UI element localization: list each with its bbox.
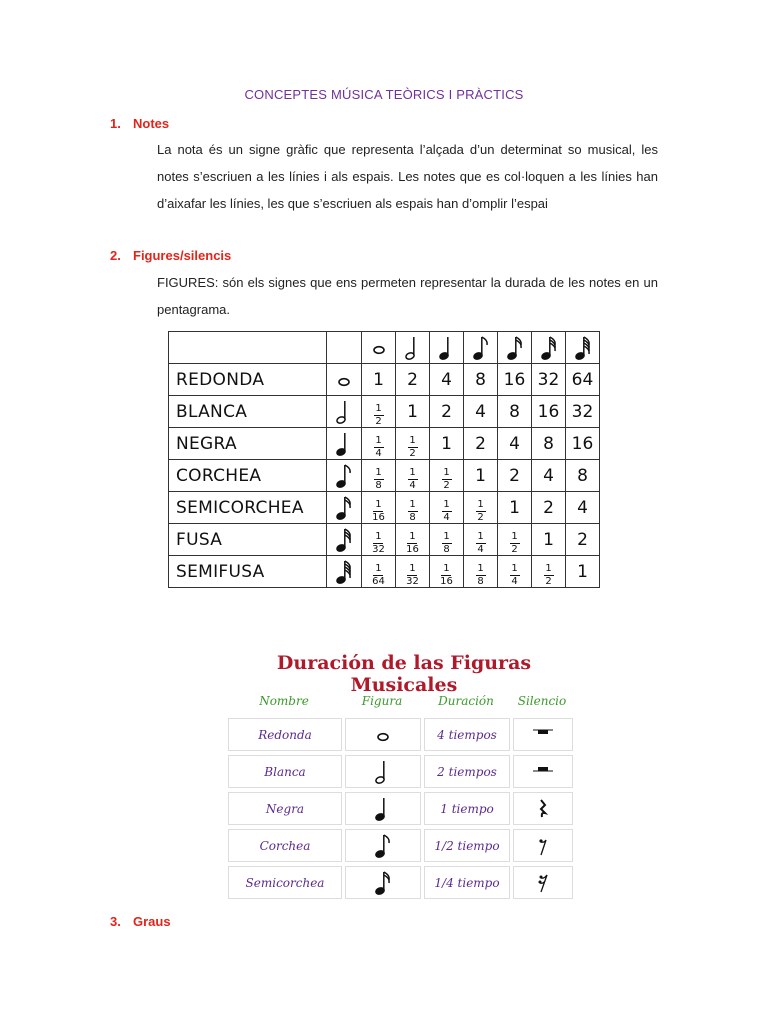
- table-row: [228, 829, 573, 862]
- fraction-cell: [396, 492, 430, 524]
- fraction: [374, 436, 384, 459]
- section-number: 2.: [110, 248, 121, 263]
- value-cell: 8: [532, 428, 566, 460]
- table-row: [169, 460, 600, 492]
- denominator: 2: [545, 576, 552, 587]
- denominator: 32: [372, 544, 385, 555]
- duration-value: 1 tiempo: [424, 792, 510, 825]
- denominator: 16: [440, 576, 453, 587]
- fraction-cell: [396, 524, 430, 556]
- fraction-cell: [532, 556, 566, 588]
- quarter-note-icon: [327, 428, 362, 460]
- figure-name: Semicorchea: [228, 866, 342, 899]
- fraction-cell: [464, 556, 498, 588]
- quarter-rest-icon: [513, 792, 573, 825]
- denominator: 2: [375, 416, 382, 427]
- value-cell: 16: [566, 428, 600, 460]
- table-row: [228, 866, 573, 899]
- value-cell: 1: [362, 364, 396, 396]
- sixteenth-note-icon: [327, 492, 362, 524]
- numerator: 1: [375, 435, 382, 446]
- numerator: 1: [375, 531, 382, 542]
- eighth-rest-icon: [513, 829, 573, 862]
- fraction-cell: [362, 460, 396, 492]
- table-row: [228, 792, 573, 825]
- duration-header-duration: Duración: [438, 694, 494, 708]
- fraction: [510, 564, 520, 587]
- duration-header-name: Nombre: [259, 694, 309, 708]
- value-cell: 8: [498, 396, 532, 428]
- denominator: 4: [375, 448, 382, 459]
- fraction: [510, 532, 520, 555]
- denominator: 64: [372, 576, 385, 587]
- figure-name: Redonda: [228, 718, 342, 751]
- figures-values-table: [168, 331, 600, 588]
- numerator: 1: [375, 563, 382, 574]
- fraction-cell: [430, 556, 464, 588]
- fraction: [406, 532, 419, 555]
- numerator: 1: [443, 467, 450, 478]
- fraction-cell: [362, 428, 396, 460]
- numerator: 1: [545, 563, 552, 574]
- sixteenth-note-icon: [498, 332, 532, 364]
- fraction-cell: [396, 556, 430, 588]
- value-cell: 1: [464, 460, 498, 492]
- value-cell: 1: [498, 492, 532, 524]
- table-row: [169, 492, 600, 524]
- value-cell: 4: [430, 364, 464, 396]
- table-row: [228, 718, 573, 751]
- numerator: 1: [409, 563, 416, 574]
- value-cell: 4: [532, 460, 566, 492]
- numerator: 1: [443, 531, 450, 542]
- whole-note-icon: [345, 718, 421, 751]
- numerator: 1: [511, 531, 518, 542]
- fraction: [408, 436, 418, 459]
- duration-table-title: Duración de las Figuras Musicales: [276, 652, 532, 696]
- value-cell: 1: [430, 428, 464, 460]
- fraction-cell: [464, 492, 498, 524]
- figure-name: SEMIFUSA: [169, 556, 327, 588]
- fraction: [442, 468, 452, 491]
- fraction-cell: [464, 524, 498, 556]
- fraction: [374, 468, 384, 491]
- numerator: 1: [409, 467, 416, 478]
- denominator: 16: [406, 544, 419, 555]
- numerator: 1: [375, 499, 382, 510]
- value-cell: 2: [396, 364, 430, 396]
- numerator: 1: [409, 531, 416, 542]
- section-heading-label: Figures/silencis: [133, 248, 232, 263]
- numerator: 1: [477, 531, 484, 542]
- value-cell: 2: [464, 428, 498, 460]
- figure-name: Corchea: [228, 829, 342, 862]
- duration-value: 1/2 tiempo: [424, 829, 510, 862]
- half-rest-icon: [513, 755, 573, 788]
- sixty-fourth-note-icon: [327, 556, 362, 588]
- denominator: 8: [375, 480, 382, 491]
- figures-table-header-row: [169, 332, 600, 364]
- denominator: 4: [409, 480, 416, 491]
- fraction-cell: [362, 396, 396, 428]
- sixty-fourth-note-icon: [566, 332, 600, 364]
- denominator: 2: [477, 512, 484, 523]
- fraction: [372, 500, 385, 523]
- eighth-note-icon: [345, 829, 421, 862]
- fraction-cell: [430, 492, 464, 524]
- sixteenth-note-icon: [345, 866, 421, 899]
- denominator: 4: [477, 544, 484, 555]
- table-row: [169, 428, 600, 460]
- duration-header-rest: Silencio: [517, 694, 567, 708]
- value-cell: 2: [532, 492, 566, 524]
- eighth-note-icon: [464, 332, 498, 364]
- figure-name: Blanca: [228, 755, 342, 788]
- denominator: 32: [406, 576, 419, 587]
- value-cell: 32: [566, 396, 600, 428]
- figure-name: FUSA: [169, 524, 327, 556]
- duration-value: 2 tiempos: [424, 755, 510, 788]
- thirty-second-note-icon: [327, 524, 362, 556]
- fraction: [442, 532, 452, 555]
- numerator: 1: [375, 467, 382, 478]
- fraction: [406, 564, 419, 587]
- value-cell: 1: [566, 556, 600, 588]
- duration-value: 1/4 tiempo: [424, 866, 510, 899]
- quarter-note-icon: [430, 332, 464, 364]
- figure-name: SEMICORCHEA: [169, 492, 327, 524]
- numerator: 1: [409, 435, 416, 446]
- half-note-icon: [327, 396, 362, 428]
- denominator: 2: [511, 544, 518, 555]
- fraction: [476, 500, 486, 523]
- denominator: 4: [511, 576, 518, 587]
- value-cell: 2: [566, 524, 600, 556]
- figure-name: Negra: [228, 792, 342, 825]
- fraction-cell: [362, 492, 396, 524]
- value-cell: 1: [396, 396, 430, 428]
- denominator: 8: [477, 576, 484, 587]
- numerator: 1: [477, 563, 484, 574]
- fraction: [476, 532, 486, 555]
- value-cell: 64: [566, 364, 600, 396]
- section-number: 3.: [110, 914, 121, 929]
- table-row: [228, 755, 573, 788]
- figure-name: CORCHEA: [169, 460, 327, 492]
- fraction: [374, 404, 384, 427]
- section-heading-label: Graus: [133, 914, 171, 929]
- figure-name: NEGRA: [169, 428, 327, 460]
- value-cell: 16: [498, 364, 532, 396]
- empty-header-cell: [327, 332, 362, 364]
- fraction-cell: [498, 524, 532, 556]
- value-cell: 4: [464, 396, 498, 428]
- value-cell: 2: [430, 396, 464, 428]
- denominator: 2: [443, 480, 450, 491]
- numerator: 1: [511, 563, 518, 574]
- whole-note-icon: [362, 332, 396, 364]
- fraction-cell: [362, 524, 396, 556]
- fraction-cell: [430, 460, 464, 492]
- numerator: 1: [477, 499, 484, 510]
- denominator: 4: [443, 512, 450, 523]
- half-note-icon: [396, 332, 430, 364]
- whole-rest-icon: [513, 718, 573, 751]
- sixteenth-rest-icon: [513, 866, 573, 899]
- fraction: [442, 500, 452, 523]
- notes-paragraph: La nota és un signe gràfic que representa l’alçada d’un determinat so musical, les notes s’escriuen a les línies i als espais. Les notes que es col·loquen a les línies han d’aixafar les línies, les que s’escriuen als espais han d’omplir l’espai: [157, 142, 658, 211]
- fraction: [372, 532, 385, 555]
- value-cell: 8: [464, 364, 498, 396]
- value-cell: 2: [498, 460, 532, 492]
- fraction-cell: [430, 524, 464, 556]
- fraction-cell: [396, 428, 430, 460]
- fraction: [408, 468, 418, 491]
- page-title: CONCEPTES MÚSICA TEÒRICS I PRÀCTICS: [244, 87, 524, 102]
- value-cell: 4: [498, 428, 532, 460]
- fraction-cell: [498, 556, 532, 588]
- fraction: [440, 564, 453, 587]
- fraction-cell: [396, 460, 430, 492]
- quarter-note-icon: [345, 792, 421, 825]
- value-cell: 4: [566, 492, 600, 524]
- table-row: [169, 556, 600, 588]
- numerator: 1: [443, 563, 450, 574]
- fraction: [544, 564, 554, 587]
- value-cell: 16: [532, 396, 566, 428]
- denominator: 8: [409, 512, 416, 523]
- figure-name: BLANCA: [169, 396, 327, 428]
- value-cell: 32: [532, 364, 566, 396]
- duration-value: 4 tiempos: [424, 718, 510, 751]
- section-heading-graus: [110, 914, 171, 929]
- empty-header-cell: [169, 332, 327, 364]
- fraction: [372, 564, 385, 587]
- denominator: 2: [409, 448, 416, 459]
- half-note-icon: [345, 755, 421, 788]
- duration-table: [225, 714, 576, 903]
- figure-name: REDONDA: [169, 364, 327, 396]
- numerator: 1: [375, 403, 382, 414]
- section-heading-label: Notes: [133, 116, 170, 131]
- value-cell: 1: [532, 524, 566, 556]
- section-number: 1.: [110, 116, 121, 131]
- figures-paragraph: FIGURES: són els signes que ens permeten representar la durada de les notes en un pentagrama.: [157, 275, 658, 317]
- value-cell: 8: [566, 460, 600, 492]
- whole-note-icon: [327, 364, 362, 396]
- duration-header-figure: Figura: [361, 694, 403, 708]
- denominator: 8: [443, 544, 450, 555]
- fraction: [476, 564, 486, 587]
- section-heading-notes: [110, 116, 169, 131]
- eighth-note-icon: [327, 460, 362, 492]
- numerator: 1: [409, 499, 416, 510]
- numerator: 1: [443, 499, 450, 510]
- fraction-cell: [362, 556, 396, 588]
- table-row: [169, 396, 600, 428]
- fraction: [408, 500, 418, 523]
- table-row: [169, 524, 600, 556]
- table-row: [169, 364, 600, 396]
- section-heading-figures: [110, 248, 231, 263]
- thirty-second-note-icon: [532, 332, 566, 364]
- denominator: 16: [372, 512, 385, 523]
